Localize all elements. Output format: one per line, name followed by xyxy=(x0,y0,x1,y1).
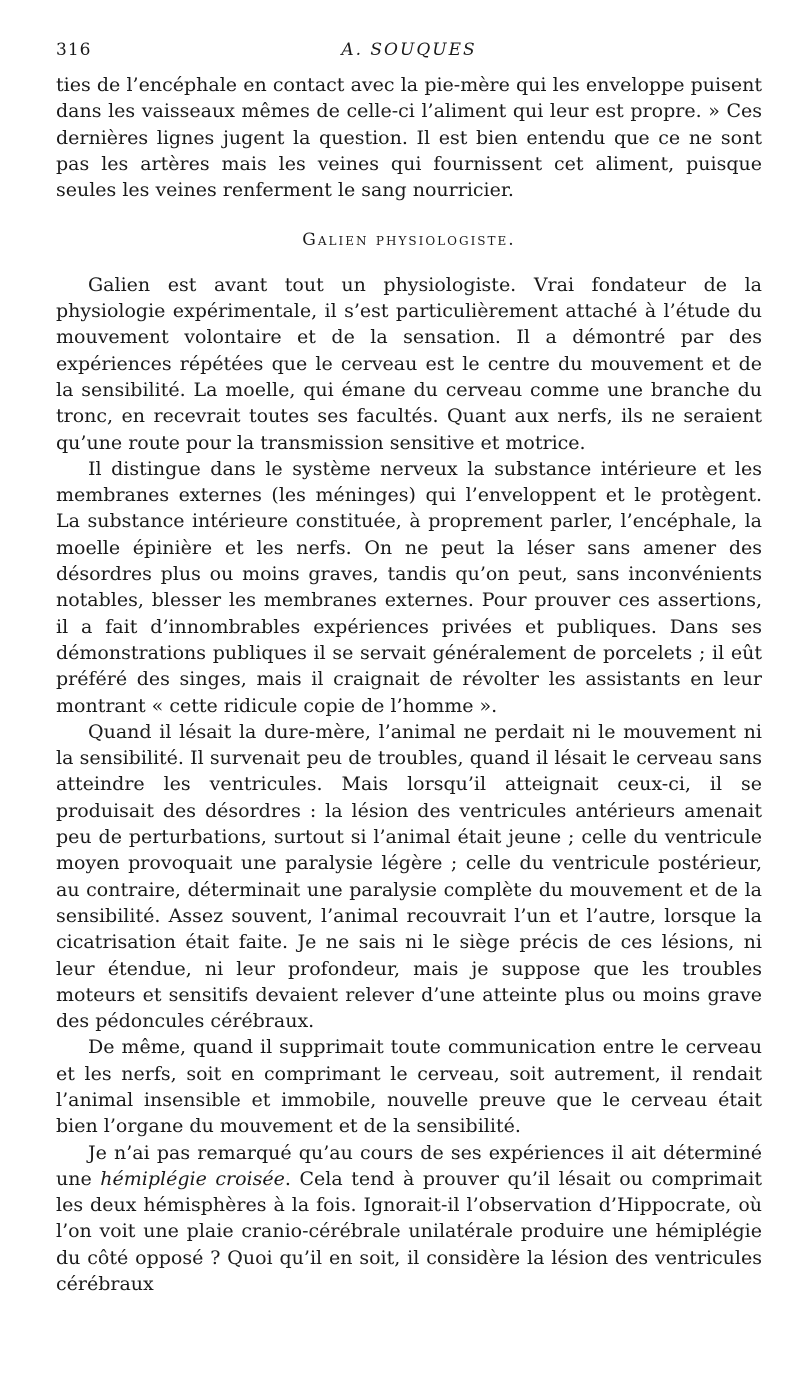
italic-term: hémiplégie croisée xyxy=(100,1167,285,1190)
body-text xyxy=(56,72,762,1297)
page-number: 316 xyxy=(56,40,92,60)
paragraph: Galien est avant tout un physiologiste. Vrai fondateur de la physiologie expérimentale, il s’est particulièrement attaché à l’étude du mouvement volontaire et de la sensation. Il a démontré par des expériences répétées que le cerveau est le centre du mouvement et de la sensibilité. La moelle, qui émane du cerveau comme une branche du tronc, en recevrait toutes ses facultés. Quant aux nerfs, ils ne seraient qu’une route pour la transmission sensitive et motrice. xyxy=(56,273,762,454)
section-heading: Galien physiologiste. xyxy=(302,230,516,251)
paragraph: Il distingue dans le système nerveux la substance intérieure et les membranes externes (les méninges) qui l’enveloppent et le protègent. La substance intérieure constituée, à proprement parler, l’encéphale, la moelle épinière et les nerfs. On ne peut la léser sans amener des désordres plus ou moins graves, tandis qu’on peut, sans inconvénients notables, blesser les membranes externes. Pour prouver ces assertions, il a fait d’innombrables expériences privées et publiques. Dans ses démonstrations publiques il se servait généralement de porcelets ; il eût préféré des singes, mais il craignait de révolter les assistants en leur montrant « cette ridicule copie de l’homme ». xyxy=(56,457,762,717)
running-title: A. SOUQUES xyxy=(341,40,477,60)
paragraph-last xyxy=(56,1140,762,1298)
paragraph: Quand il lésait la dure-mère, l’animal ne perdait ni le mouvement ni la sensibilité. Il survenait peu de troubles, quand il lésait le cerveau sans atteindre les ventricules. Mais lorsqu’il atteignait ceux-ci, il se produisait des désordres : la lésion des ventricules antérieurs amenait peu de perturbations, surtout si l’animal était jeune ; celle du ventricule moyen provoquait une paralysie légère ; celle du ventricule postérieur, au contraire, déterminait une paralysie complète du mouvement et de la sensibilité. Assez souvent, l’animal recouvrait l’un et l’autre, lorsque la cicatrisation était faite. Je ne sais ni le siège précis de ces lésions, ni leur étendue, ni leur profondeur, mais je suppose que les troubles moteurs et sensitifs devaient relever d’une atteinte plus ou moins grave des pédoncules cérébraux. xyxy=(56,720,762,1033)
book-page xyxy=(56,40,762,1297)
paragraph-intro: ties de l’encéphale en contact avec la pie-mère qui les enveloppe puisent dans les vaisseaux mêmes de celle-ci l’aliment qui leur est propre. » Ces dernières lignes jugent la question. Il est bien entendu que ce ne sont pas les artères mais les veines qui fournissent cet aliment, puisque seules les veines renferment le sang nourricier. xyxy=(56,74,762,202)
paragraph: De même, quand il supprimait toute communication entre le cerveau et les nerfs, soit en comprimant le cerveau, soit autrement, il rendait l’animal insensible et immobile, nouvelle preuve que le cerveau était bien l’organe du mouvement et de la sensibilité. xyxy=(56,1036,762,1138)
text-run: . Cela tend à prouver qu’il lésait ou comprimait les deux hémisphères à la fois. Ignorait-il l’observation d’Hippocrate, où l’on voit une plaie cranio-cérébrale unilatérale produire une hémiplégie du côté opposé ? Quoi qu’il en soit, il considère la lésion des ventricules cérébraux xyxy=(56,1167,762,1296)
running-head xyxy=(56,40,762,70)
text-run: Je n’ai pas remarqué qu’au cours de ses expériences il ait déterminé une xyxy=(56,1141,762,1190)
